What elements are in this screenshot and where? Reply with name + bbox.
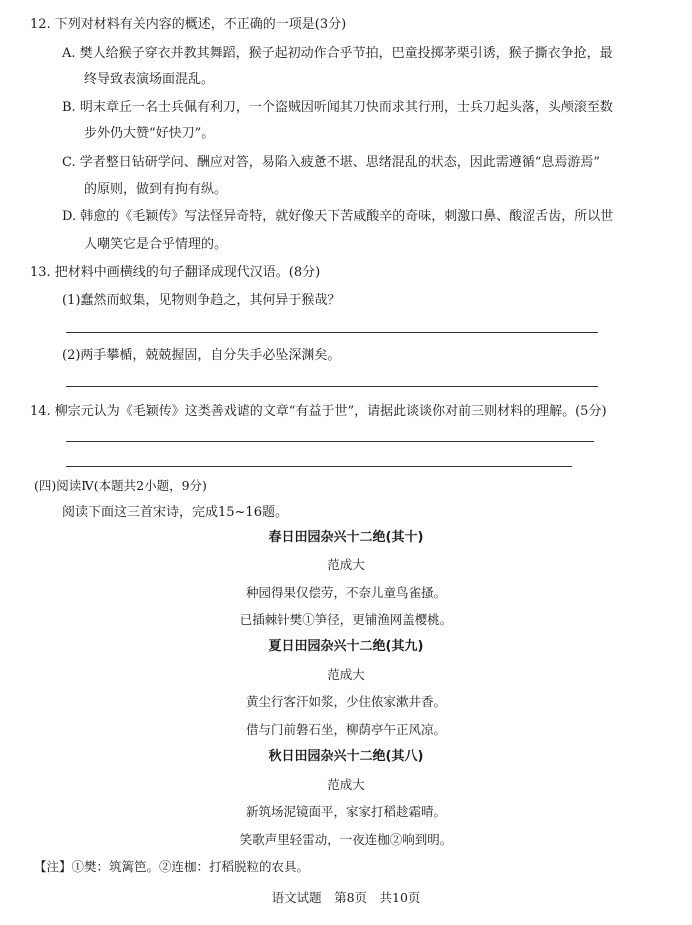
- q12-option-d-line2: 人嘲笑它是合乎情理的。: [84, 237, 228, 252]
- footnote: 【注】①樊：筑篱笆。②连枷：打稻脱粒的农具。: [34, 859, 310, 874]
- q12-option-a-line2: 终导致表演场面混乱。: [84, 72, 215, 87]
- answer-line-13-1[interactable]: [66, 332, 598, 333]
- page-footer: 语文试题 第8页 共10页: [271, 890, 421, 905]
- q12-option-b-line2: 步外仍大赞“好快刀”。: [84, 126, 215, 141]
- poem-3-line-1: 新筑场泥镜面平，家家打稻趁霜晴。: [245, 804, 446, 819]
- poem-1-line-1: 种园得果仅偿劳，不奈儿童鸟雀搔。: [245, 585, 446, 600]
- answer-line-14-2[interactable]: [66, 466, 572, 467]
- answer-line-14-1[interactable]: [66, 441, 594, 442]
- q12-option-c-line1: C. 学者整日钻研学问、酬应对答，易陷入疲惫不堪、思绪混乱的状态，因此需遵循“息焉游焉”: [62, 155, 601, 170]
- section-intro: 阅读下面这三首宋诗，完成15~16题。: [62, 505, 288, 520]
- q12-option-a-line1: A. 樊人给猴子穿衣并教其舞蹈，猴子起初动作合乎节拍，巴童投掷茅栗引诱，猴子撕衣争抢，最: [62, 46, 613, 61]
- poem-1-title: 春日田园杂兴十二绝(其十): [268, 530, 424, 545]
- poem-1-author: 范成大: [327, 557, 365, 572]
- poem-2-line-2: 借与门前磐石坐，柳荫亭午正风凉。: [245, 722, 446, 737]
- q13-stem: 13. 把材料中画横线的句子翻译成现代汉语。(8分): [30, 265, 321, 280]
- section-heading: (四)阅读Ⅳ(本题共2小题，9分): [34, 478, 207, 493]
- poem-3-author: 范成大: [327, 777, 365, 792]
- q12-option-c-line2: 的原则，做到有拘有纵。: [84, 182, 228, 197]
- q13-sentence-1: (1)蠢然而蚁集，见物则争趋之，其何异于猴哉？: [62, 293, 341, 308]
- q13-sentence-2: (2)两手攀楯，兢兢握固，自分失手必坠深渊矣。: [62, 348, 341, 363]
- poem-3-title: 秋日田园杂兴十二绝(其八): [268, 749, 424, 764]
- poem-2-author: 范成大: [327, 667, 365, 682]
- poem-2-title: 夏日田园杂兴十二绝(其九): [268, 639, 424, 654]
- answer-line-13-2[interactable]: [66, 386, 598, 387]
- poem-1-line-2: 已插棘针樊①笋径，更铺渔网盖樱桃。: [239, 612, 453, 627]
- q12-stem: 12. 下列对材料有关内容的概述，不正确的一项是(3分): [30, 17, 347, 32]
- poem-2-line-1: 黄尘行客汗如浆，少住侬家漱井香。: [245, 694, 446, 709]
- poem-3-line-2: 笑歌声里轻雷动，一夜连枷②响到明。: [239, 832, 453, 847]
- q12-option-d-line1: D. 韩愈的《毛颖传》写法怪异奇特，就好像天下苦咸酸辛的奇味，刺激口鼻、酸涩舌齿，所以世: [62, 209, 614, 224]
- q14-stem: 14. 柳宗元认为《毛颖传》这类善戏谑的文章“有益于世”，请据此谈谈你对前三则材料的理解。(5分): [30, 404, 607, 419]
- q12-option-b-line1: B. 明末章丘一名士兵佩有利刀，一个盗贼因听闻其刀快而求其行刑，士兵刀起头落，头颅滚至数: [62, 100, 613, 115]
